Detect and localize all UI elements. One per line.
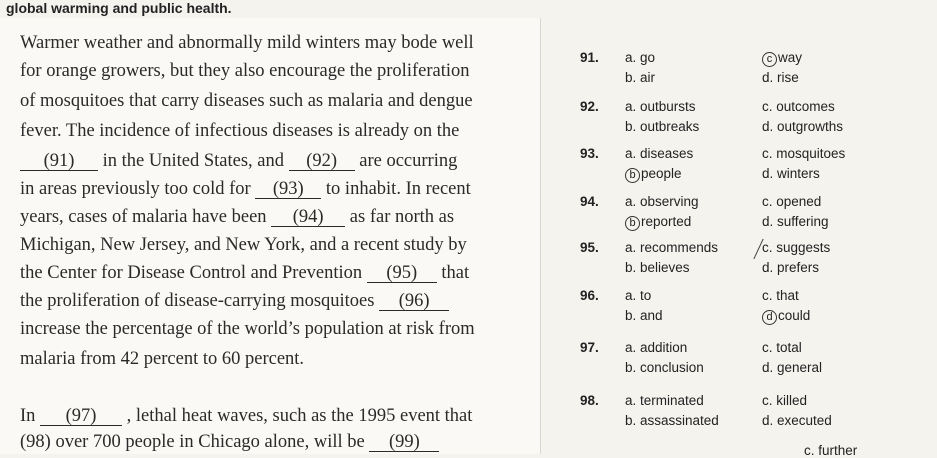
answer-option[interactable] [625, 340, 687, 355]
answer-option[interactable] [625, 146, 693, 161]
option-letter: c. [762, 393, 777, 408]
passage-text: are occurring [354, 151, 458, 171]
passage-text: In [20, 406, 41, 426]
option-letter: a. [625, 393, 641, 408]
option-letter: a. [625, 288, 641, 303]
passage-line [20, 150, 457, 172]
answer-option[interactable] [625, 413, 719, 428]
passage-text: in the United States, and [98, 151, 289, 171]
option-text: executed [777, 413, 832, 428]
passage-line [20, 290, 449, 312]
option-text: go [640, 50, 656, 65]
answer-blank: (94) [271, 208, 345, 227]
answer-option[interactable] [625, 194, 699, 209]
answer-option[interactable] [625, 240, 718, 255]
option-text: prefers [777, 260, 820, 275]
passage-text: Michigan, New Jersey, and New York, and a recent study by [20, 235, 467, 255]
passage-line [20, 178, 471, 200]
answer-blank: (93) [255, 180, 321, 199]
answer-option[interactable] [625, 70, 655, 85]
answer-blank: (96) [379, 292, 449, 311]
option-text: believes [640, 260, 690, 275]
option-text: way [778, 50, 803, 65]
option-text: air [640, 70, 656, 85]
option-text: opened [776, 194, 822, 209]
option-letter: c. [762, 146, 777, 161]
passage-text: years, cases of malaria have been [20, 207, 272, 227]
option-text: could [778, 308, 811, 323]
option-text: people [641, 166, 682, 181]
option-letter: c. [762, 288, 777, 303]
passage-line [20, 60, 469, 82]
option-letter: a. [625, 194, 641, 209]
answer-option[interactable] [625, 260, 690, 275]
option-letter: d. [762, 70, 778, 85]
answer-option[interactable] [804, 443, 857, 458]
option-text: killed [776, 393, 808, 408]
option-text: diseases [640, 146, 694, 161]
option-text: outgrowths [777, 119, 844, 134]
option-text: terminated [640, 393, 704, 408]
answer-option[interactable] [762, 288, 799, 303]
option-letter: b. [625, 260, 641, 275]
option-letter: b. [625, 413, 641, 428]
passage-text: the Center for Disease Control and Prevention [20, 263, 367, 283]
answer-blank: (92) [289, 152, 355, 171]
passage-text: for orange growers, but they also encourage the proliferation [20, 61, 470, 81]
passage-text: Warmer weather and abnormally mild winters may bode well [20, 33, 474, 53]
option-text: addition [640, 340, 688, 355]
option-text: assassinated [640, 413, 719, 428]
option-letter: b [625, 216, 640, 231]
option-letter: d. [762, 214, 778, 229]
passage-text: in areas previously too cold for [20, 179, 256, 199]
option-text: general [777, 360, 823, 375]
option-letter: c. [804, 443, 819, 458]
answer-option[interactable] [625, 308, 663, 323]
passage-text: that [436, 263, 470, 283]
answer-option[interactable] [762, 70, 799, 85]
option-letter: a. [625, 50, 641, 65]
option-text: outbreaks [640, 119, 700, 134]
answer-option[interactable] [762, 119, 843, 134]
answer-option[interactable] [762, 240, 830, 255]
answer-option[interactable] [625, 214, 691, 231]
option-text: total [776, 340, 802, 355]
answer-option[interactable] [625, 50, 655, 65]
option-letter: a. [625, 240, 641, 255]
passage-line [20, 32, 474, 54]
option-letter: b. [625, 70, 641, 85]
option-text: recommends [640, 240, 719, 255]
option-letter: b. [625, 308, 641, 323]
option-text: suggests [776, 240, 831, 255]
question-number: 96. [580, 288, 599, 303]
option-letter: d. [762, 166, 778, 181]
option-letter: d. [762, 360, 778, 375]
question-number: 97. [580, 340, 599, 355]
option-letter: c. [762, 194, 777, 209]
option-letter: c. [762, 99, 777, 114]
option-letter: b. [625, 360, 641, 375]
passage-text: fever. The incidence of infectious diseases is already on the [20, 121, 460, 141]
option-text: mosquitoes [776, 146, 846, 161]
answer-option[interactable] [762, 308, 810, 325]
option-letter: c. [762, 240, 777, 255]
passage-line [20, 405, 472, 427]
option-text: observing [640, 194, 699, 209]
question-number: 94. [580, 194, 599, 209]
passage-line [20, 431, 439, 453]
answer-option[interactable] [625, 288, 651, 303]
option-text: that [776, 288, 799, 303]
answer-blank: (97) [40, 407, 122, 426]
option-text: winters [777, 166, 820, 181]
answer-option[interactable] [762, 166, 820, 181]
passage-line [20, 262, 469, 284]
option-text: conclusion [640, 360, 704, 375]
passage-line [20, 318, 475, 340]
option-letter: b. [625, 119, 641, 134]
passage-panel [0, 18, 541, 454]
passage-line [20, 90, 473, 112]
option-letter: b [625, 168, 640, 183]
option-text: outbursts [640, 99, 696, 114]
answer-option[interactable] [762, 340, 802, 355]
answer-blank: (95) [367, 264, 437, 283]
answer-option[interactable] [625, 166, 682, 183]
question-number: 95. [580, 240, 599, 255]
answer-option[interactable] [762, 393, 807, 408]
question-number: 92. [580, 99, 599, 114]
passage-text: to inhabit. In recent [321, 179, 471, 199]
option-letter: a. [625, 99, 641, 114]
answer-option[interactable] [762, 260, 819, 275]
option-letter: d. [762, 413, 778, 428]
answer-option[interactable] [625, 119, 699, 134]
answer-option[interactable] [762, 50, 802, 67]
answer-option[interactable] [762, 413, 832, 428]
answer-option[interactable] [762, 360, 822, 375]
passage-line [20, 120, 459, 142]
question-number: 98. [580, 393, 599, 408]
option-letter: c [762, 52, 777, 67]
section-heading: global warming and public health. [6, 0, 232, 16]
passage-text: the proliferation of disease-carrying mosquitoes [20, 291, 380, 311]
question-number: 91. [580, 50, 599, 65]
option-letter: a. [625, 340, 641, 355]
option-text: suffering [777, 214, 829, 229]
passage-line [20, 348, 304, 370]
passage-line [20, 206, 454, 228]
option-letter: d. [762, 119, 778, 134]
passage-text: as far north as [345, 207, 455, 227]
answer-option[interactable] [762, 194, 821, 209]
passage-text: malaria from 42 percent to 60 percent. [20, 349, 305, 369]
answer-option[interactable] [625, 393, 704, 408]
answer-option[interactable] [625, 99, 696, 114]
passage-text: over 700 people in Chicago alone, will be [50, 432, 370, 452]
question-number: 93. [580, 146, 599, 161]
option-text: and [640, 308, 663, 323]
answer-option[interactable] [762, 99, 835, 114]
answer-blank: (99) [369, 433, 439, 452]
passage-text: increase the percentage of the world’s population at risk from [20, 319, 475, 339]
option-letter: c. [762, 340, 777, 355]
option-letter: d [762, 310, 777, 325]
option-text: further [818, 443, 858, 458]
option-letter: d. [762, 260, 778, 275]
answer-option[interactable] [762, 146, 845, 161]
option-text: reported [641, 214, 692, 229]
answer-blank: (91) [20, 152, 98, 171]
passage-text: , lethal heat waves, such as the 1995 event that [122, 406, 473, 426]
answer-option[interactable] [625, 360, 704, 375]
option-letter: a. [625, 146, 641, 161]
option-text: to [640, 288, 652, 303]
passage-text: (98) [20, 432, 51, 452]
option-text: rise [777, 70, 799, 85]
passage-text: of mosquitoes that carry diseases such as malaria and dengue [20, 91, 473, 111]
passage-line [20, 234, 467, 256]
option-text: outcomes [776, 99, 835, 114]
answer-option[interactable] [762, 214, 829, 229]
